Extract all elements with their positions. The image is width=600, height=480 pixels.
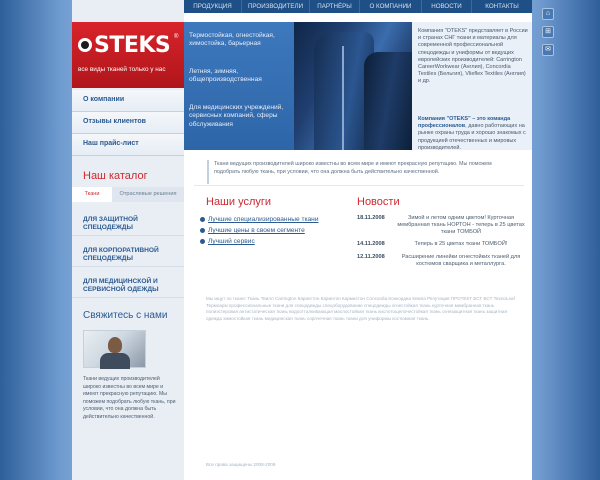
catalog-item-protective[interactable]: ДЛЯ ЗАЩИТНОЙ СПЕЦОДЕЖДЫ <box>72 205 184 236</box>
mail-icon[interactable]: ✉ <box>542 44 554 56</box>
service-link-fabrics[interactable] <box>200 214 319 225</box>
left-nav-item-reviews[interactable]: Отзывы клиентов <box>72 112 184 134</box>
tab-fabrics[interactable]: Ткани <box>72 187 112 202</box>
banner-text-protective[interactable]: Термостойкая, огнестойкая, химостойка, барьерная <box>189 32 275 48</box>
contact-text: Ткани ведущих производителей широко известны во всем мире и имеют прекрасную репутацию. Мы поможем подобрать любую ткань, при условии, что она должна быть действительно качественной. <box>83 376 176 420</box>
quote-block: Ткани ведущих производителей широко известны во всем мире и имеют прекрасную репутацию. Мы поможем подобрать любую ткань, при условии, что она должна быть действительно качественной. <box>207 160 517 184</box>
services-list <box>200 214 319 247</box>
topnav-contacts[interactable]: КОНТАКТЫ <box>485 3 519 10</box>
left-nav-item-pricelist[interactable]: Наш прайс-лист <box>72 134 184 156</box>
topnav-partners[interactable]: ПАРТНЁРЫ <box>310 0 360 13</box>
banner-text-general[interactable]: Летняя, зимняя, общепроизводственная <box>189 68 262 84</box>
left-nav-item-about[interactable]: О компании <box>72 90 184 112</box>
service-link-prices[interactable] <box>200 225 319 236</box>
banner-about-text: Компания "OTEKS" представляет в России и странах СНГ ткани и материалы для современной профессиональной спецодежды и униформы от ведущих европейских производителей: Carrington CareerWorkwear (Англия), Concordia Textiles (Бельгия), Vlieflex Textiles (Англия) и др. <box>418 28 528 85</box>
logo-brand: STEKS <box>94 33 171 58</box>
contact-title: Свяжитесь с нами <box>83 310 168 321</box>
news-item[interactable] <box>357 241 525 248</box>
news-text[interactable]: Зимой и летом одним цветом! Курточная мембранная ткань НОРТОН - теперь в 25 цветах ткани ТОМБОЙ <box>397 215 525 236</box>
service-link-service[interactable] <box>200 236 319 247</box>
news-date: 12.11.2008 <box>357 253 385 260</box>
catalog-item-medical[interactable]: ДЛЯ МЕДИЦИНСКОЙ И СЕРВИСНОЙ ОДЕЖДЫ <box>72 267 184 298</box>
tab-industry-solutions[interactable]: Отраслевые решения <box>112 187 184 202</box>
news-item[interactable] <box>357 254 525 268</box>
topnav-manufacturers[interactable]: ПРОИЗВОДИТЕЛИ <box>242 0 310 13</box>
seo-text: Мы ищут по ткани: Ткань Твилл Carrington Карингтон Каринтон Кармистон Concordia Конкордиа Кемпа Репутация ПРОТЕКТ БСТ БСТ TexnoLeaf Термоарм профессиональные ткани для спецодежды спецоборудование спецодежды огнестойкая ткань курточная мембранная ткань полиэстеровая антистатическая ткань водоотталкивающая маслостойкая ткань кислотощелочестойкая ткань огнезащитная ткань защитная одежда химостойкая ткань медицинская ткань сорочечная ткань ткани для униформы костюмная ткань. <box>206 296 515 321</box>
news-date: 14.11.2008 <box>357 240 385 247</box>
banner-text-medical[interactable]: Для медицинских учреждений, сервисных компаний, сферы обслуживания <box>189 104 284 128</box>
topnav-about[interactable]: О КОМПАНИИ <box>360 0 422 13</box>
bullet-icon <box>200 217 205 222</box>
logo-slogan: все виды тканей только у нас <box>78 66 166 73</box>
service-link-label: Лучшие специализированные ткани <box>208 216 319 223</box>
news-text[interactable]: Теперь в 25 цветах ткани ТОМБОЙ! <box>414 240 508 247</box>
bullet-icon <box>200 228 205 233</box>
news-item[interactable] <box>357 215 525 237</box>
main-content <box>72 0 532 480</box>
news-list <box>357 215 525 272</box>
banner-team-strong: Компания "OTEKS" – это команда профессионалов <box>418 116 511 130</box>
home-icon[interactable]: ⌂ <box>542 8 554 20</box>
divider <box>194 185 524 186</box>
banner-team-rest: , давно работающих на рынке охраны труда и хорошо знакомых с продукцией отечественных и мировых производителей. <box>418 123 526 151</box>
logo-registered-mark: ® <box>174 34 179 40</box>
news-title: Новости <box>357 196 400 208</box>
bullet-icon <box>200 239 205 244</box>
services-title: Наши услуги <box>206 196 272 208</box>
catalog-title: Наш каталог <box>83 170 148 182</box>
footer-copyright: Все права защищены 2008-2009 <box>206 462 276 467</box>
catalog-item-corporate[interactable]: ДЛЯ КОРПОРАТИВНОЙ СПЕЦОДЕЖДЫ <box>72 236 184 267</box>
topnav-news[interactable]: НОВОСТИ <box>422 0 472 13</box>
news-text[interactable]: Расширение линейки огнестойких тканей для костюмов сварщика и металлурга. <box>401 253 521 268</box>
service-link-label: Лучшие цены в своем сегменте <box>208 227 305 234</box>
service-link-label: Лучший сервис <box>208 238 255 245</box>
topnav-products[interactable]: ПРОДУКЦИЯ <box>184 0 242 13</box>
news-date: 18.11.2008 <box>357 215 385 221</box>
map-icon[interactable]: ⊞ <box>542 26 554 38</box>
